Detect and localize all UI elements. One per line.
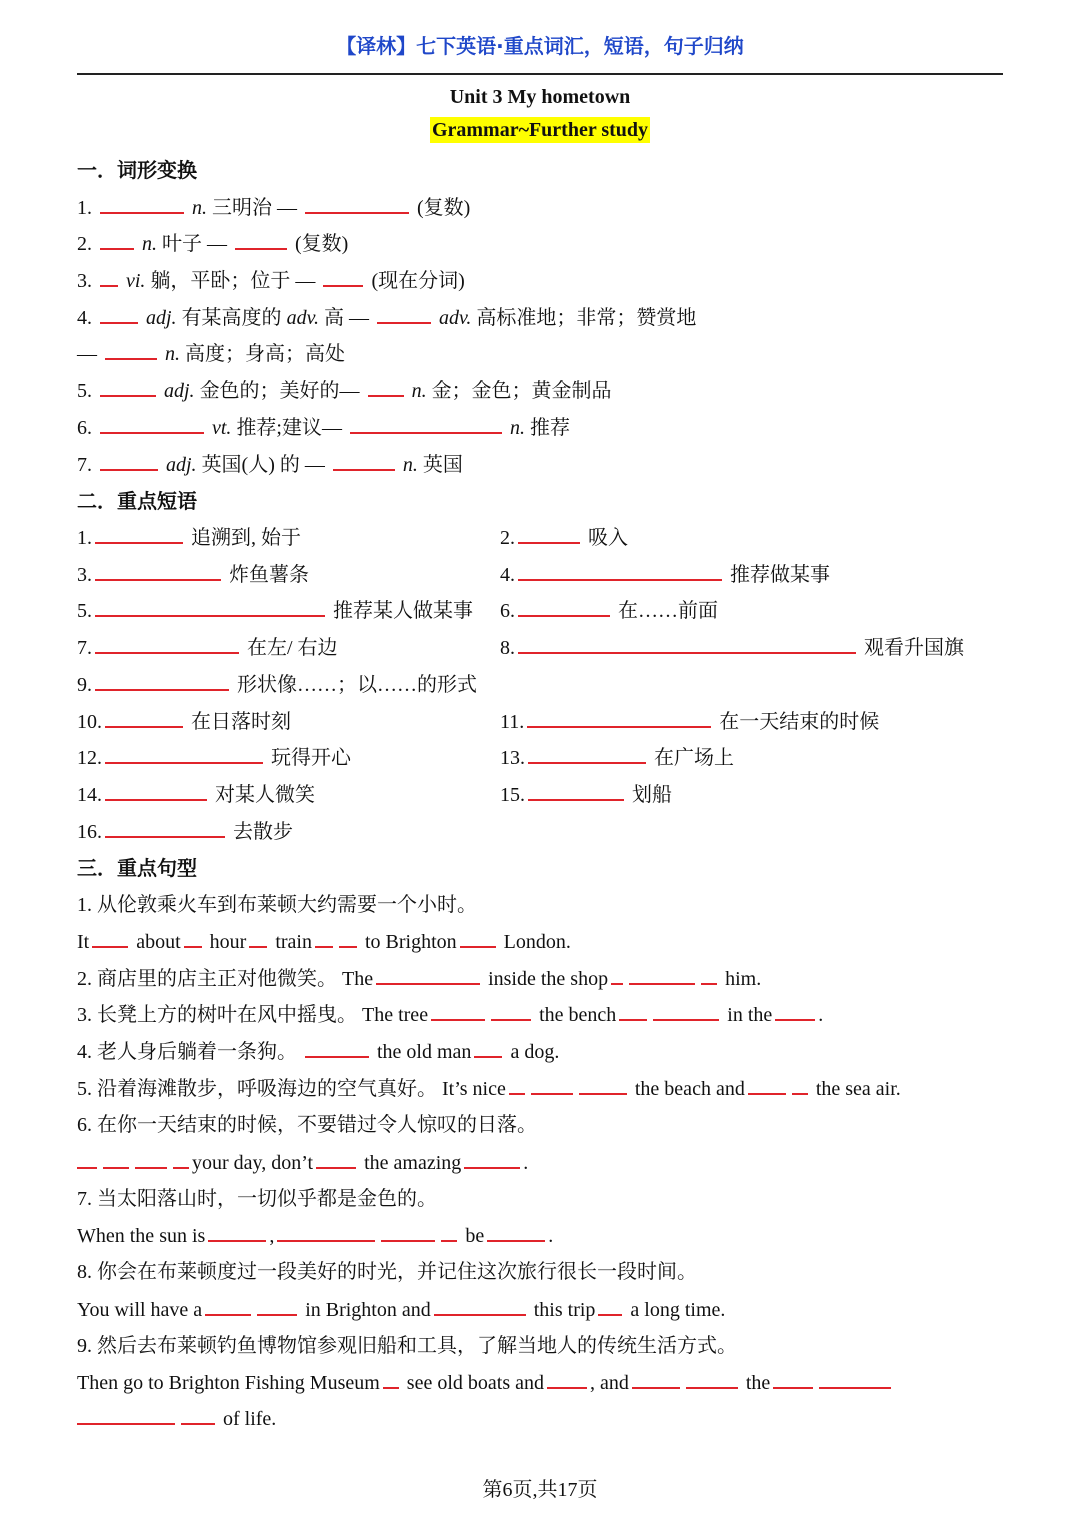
- sentence-en: [77, 928, 571, 956]
- word: train: [275, 931, 312, 953]
- item-number: 7.: [77, 454, 92, 476]
- header-divider: [77, 73, 1003, 75]
- answer-blank[interactable]: [350, 414, 502, 434]
- word: the beach and: [634, 1078, 745, 1100]
- definition: 在一天结束的时候: [719, 711, 880, 733]
- answer-blank[interactable]: [748, 1075, 786, 1095]
- answer-blank[interactable]: [77, 1149, 97, 1169]
- definition: 叶子 —: [162, 233, 227, 255]
- sentence-cn: 4. 老人身后躺着一条狗。: [77, 1041, 297, 1063]
- word: see old boats and: [406, 1372, 544, 1394]
- answer-blank[interactable]: [105, 708, 183, 728]
- vocab-item-7: [77, 451, 463, 479]
- part-of-speech: adj.: [146, 307, 177, 329]
- definition: 追溯到, 始于: [191, 527, 301, 549]
- phrase-item: [77, 597, 473, 625]
- answer-blank[interactable]: [773, 1369, 813, 1389]
- answer-blank[interactable]: [105, 340, 157, 360]
- phrase-item: [77, 634, 338, 662]
- subtitle-wrap: [0, 119, 1080, 142]
- answer-blank[interactable]: [701, 965, 717, 985]
- answer-blank[interactable]: [95, 561, 221, 581]
- definition: 在……前面: [618, 600, 718, 622]
- document-header: 【译林】七下英语·重点词汇，短语，句子归纳: [336, 34, 744, 58]
- answer-blank[interactable]: [377, 304, 431, 324]
- answer-blank[interactable]: [509, 1075, 525, 1095]
- phrase-item: [500, 781, 672, 809]
- definition: 对某人微笑: [215, 784, 315, 806]
- answer-blank[interactable]: [105, 818, 225, 838]
- hint: (复数): [417, 197, 471, 219]
- answer-blank[interactable]: [208, 1222, 266, 1242]
- phrase-item: [77, 524, 301, 552]
- item-number: 6.: [77, 417, 92, 439]
- word: It: [77, 931, 90, 953]
- section-title-sentences: 三．重点句型: [77, 856, 197, 880]
- answer-blank[interactable]: [518, 597, 610, 617]
- word: of life.: [223, 1408, 277, 1430]
- word: in Brighton and: [305, 1299, 431, 1321]
- word: about: [136, 931, 181, 953]
- sentence-en: [77, 1296, 725, 1324]
- section-title-phrases: 二．重点短语: [77, 489, 197, 513]
- answer-blank[interactable]: [184, 928, 202, 948]
- answer-blank[interactable]: [100, 230, 134, 250]
- part-of-speech: n.: [510, 417, 525, 439]
- item-number: 14.: [77, 784, 102, 806]
- dash: —: [77, 343, 97, 365]
- sentence-cn: 3. 长凳上方的树叶在风中摇曳。: [77, 1004, 357, 1026]
- answer-blank[interactable]: [257, 1296, 297, 1316]
- item-number: 1.: [77, 197, 92, 219]
- answer-blank[interactable]: [205, 1296, 251, 1316]
- part-of-speech: vi.: [126, 270, 146, 292]
- phrase-item: [77, 781, 315, 809]
- phrase-item: [500, 597, 718, 625]
- answer-blank[interactable]: [629, 965, 695, 985]
- word: hour: [209, 931, 247, 953]
- part-of-speech: n.: [402, 454, 418, 476]
- section-title-vocab: 一．词形变换: [77, 158, 197, 182]
- answer-blank[interactable]: [792, 1075, 808, 1095]
- part-of-speech: vt.: [212, 417, 232, 439]
- word: a long time.: [630, 1299, 726, 1321]
- sentence-cn: 9. 然后去布莱顿钓鱼博物馆参观旧船和工具，了解当地人的传统生活方式。: [77, 1335, 737, 1357]
- part-of-speech: adj.: [164, 380, 195, 402]
- item-number: 13.: [500, 747, 525, 769]
- answer-blank[interactable]: [105, 781, 207, 801]
- vocab-item-3: [77, 267, 465, 295]
- answer-blank[interactable]: [249, 928, 267, 948]
- sentence-cn: 6. 在你一天结束的时候，不要错过令人惊叹的日落。: [77, 1114, 537, 1136]
- vocab-item-4: [77, 304, 696, 332]
- definition: 躺，平卧；位于 —: [150, 270, 316, 292]
- item-number: 3.: [77, 564, 92, 586]
- answer-blank[interactable]: [181, 1405, 215, 1425]
- word: , and: [589, 1372, 629, 1394]
- hint: (复数): [295, 233, 349, 255]
- word: London.: [503, 931, 571, 953]
- item-number: 4.: [77, 307, 92, 329]
- item-number: 15.: [500, 784, 525, 806]
- sentence-en-continued: [77, 1405, 276, 1433]
- word: Then go to Brighton Fishing Museum: [77, 1372, 380, 1394]
- definition: 英国: [422, 454, 463, 476]
- answer-blank[interactable]: [100, 304, 138, 324]
- answer-blank[interactable]: [100, 414, 204, 434]
- answer-blank[interactable]: [619, 1001, 647, 1021]
- item-number: 6.: [500, 600, 515, 622]
- sentence-5: [77, 1075, 901, 1103]
- part-of-speech: adv.: [438, 307, 472, 329]
- definition: 在日落时刻: [191, 711, 291, 733]
- answer-blank[interactable]: [531, 1075, 573, 1095]
- answer-blank[interactable]: [518, 561, 722, 581]
- answer-blank[interactable]: [305, 1038, 369, 1058]
- answer-blank[interactable]: [95, 634, 239, 654]
- phrase-item: [77, 561, 309, 589]
- answer-blank[interactable]: [368, 377, 404, 397]
- hint: (现在分词): [371, 270, 465, 292]
- phrase-item: [77, 744, 351, 772]
- word: The: [342, 968, 374, 990]
- item-number: 8.: [500, 637, 515, 659]
- definition: 三明治 —: [212, 197, 297, 219]
- answer-blank[interactable]: [315, 928, 333, 948]
- answer-blank[interactable]: [333, 451, 395, 471]
- answer-blank[interactable]: [92, 928, 128, 948]
- definition: 高度；身高；高处: [185, 343, 345, 365]
- phrase-item: [77, 708, 291, 736]
- definition: 玩得开心: [271, 747, 351, 769]
- subtitle: Grammar~Further study: [431, 119, 649, 141]
- answer-blank[interactable]: [95, 597, 325, 617]
- item-number: 5.: [77, 600, 92, 622]
- item-number: 12.: [77, 747, 102, 769]
- definition: 推荐做某事: [730, 564, 830, 586]
- answer-blank[interactable]: [105, 744, 263, 764]
- sentence-cn: 2. 商店里的店主正对他微笑。: [77, 968, 337, 990]
- part-of-speech: adv.: [286, 307, 319, 329]
- phrase-item: [500, 744, 734, 772]
- word: ,: [269, 1225, 275, 1247]
- item-number: 2.: [500, 527, 515, 549]
- answer-blank[interactable]: [547, 1369, 587, 1389]
- word: .: [548, 1225, 554, 1247]
- answer-blank[interactable]: [135, 1149, 167, 1169]
- word: this trip: [533, 1299, 596, 1321]
- word: the old man: [377, 1041, 472, 1063]
- answer-blank[interactable]: [277, 1222, 375, 1242]
- item-number: 9.: [77, 674, 92, 696]
- sentence-cn: 5. 沿着海滩散步，呼吸海边的空气真好。: [77, 1078, 437, 1100]
- vocab-item-5: [77, 377, 612, 405]
- item-number: 7.: [77, 637, 92, 659]
- answer-blank[interactable]: [95, 524, 183, 544]
- phrase-item: [500, 708, 879, 736]
- answer-blank[interactable]: [77, 1405, 175, 1425]
- word: a dog.: [510, 1041, 560, 1063]
- definition: 推荐某人做某事: [333, 600, 473, 622]
- definition: 在左/ 右边: [247, 637, 338, 659]
- sentence-cn: 1. 从伦敦乘火车到布莱顿大约需要一个小时。: [77, 894, 477, 916]
- answer-blank[interactable]: [100, 194, 184, 214]
- word: in the: [727, 1004, 773, 1026]
- sentence-en: [77, 1369, 894, 1397]
- answer-blank[interactable]: [339, 928, 357, 948]
- vocab-item-6: [77, 414, 570, 442]
- part-of-speech: n.: [142, 233, 157, 255]
- sentence-2: [77, 965, 761, 993]
- definition: 高标准地；非常；赞赏地: [476, 307, 697, 329]
- word: your day, don’t: [192, 1152, 314, 1174]
- answer-blank[interactable]: [686, 1369, 738, 1389]
- answer-blank[interactable]: [527, 708, 711, 728]
- sentence-4: [77, 1038, 559, 1066]
- item-number: 5.: [77, 380, 92, 402]
- answer-blank[interactable]: [431, 1001, 485, 1021]
- part-of-speech: n.: [165, 343, 180, 365]
- answer-blank[interactable]: [518, 634, 856, 654]
- answer-blank[interactable]: [474, 1038, 502, 1058]
- sentence-3: [77, 1001, 823, 1029]
- unit-title: Unit 3 My hometown: [449, 86, 631, 108]
- word: the bench: [539, 1004, 617, 1026]
- word: .: [818, 1004, 824, 1026]
- answer-blank[interactable]: [235, 230, 287, 250]
- answer-blank[interactable]: [383, 1369, 399, 1389]
- word: You will have a: [77, 1299, 203, 1321]
- item-number: 16.: [77, 821, 102, 843]
- answer-blank[interactable]: [103, 1149, 129, 1169]
- definition: 划船: [632, 784, 672, 806]
- answer-blank[interactable]: [441, 1222, 457, 1242]
- item-number: 11.: [500, 711, 525, 733]
- answer-blank[interactable]: [434, 1296, 526, 1316]
- answer-blank[interactable]: [528, 781, 624, 801]
- vocab-item-4b: [77, 340, 345, 368]
- definition: 高 —: [323, 307, 369, 329]
- definition: 去散步: [233, 821, 293, 843]
- answer-blank[interactable]: [100, 267, 118, 287]
- answer-blank[interactable]: [100, 451, 158, 471]
- sentence-en: [77, 1149, 528, 1177]
- phrase-item: [500, 634, 964, 662]
- answer-blank[interactable]: [518, 524, 580, 544]
- answer-blank[interactable]: [381, 1222, 435, 1242]
- word: him.: [725, 968, 762, 990]
- definition: 英国(人) 的 —: [201, 454, 325, 476]
- vocab-item-1: [77, 194, 470, 222]
- answer-blank[interactable]: [775, 1001, 815, 1021]
- answer-blank[interactable]: [95, 671, 229, 691]
- answer-blank[interactable]: [100, 377, 156, 397]
- answer-blank[interactable]: [819, 1369, 891, 1389]
- phrase-item: [77, 818, 293, 846]
- item-number: 10.: [77, 711, 102, 733]
- definition: 吸入: [588, 527, 628, 549]
- phrase-item: [77, 671, 477, 699]
- word: .: [523, 1152, 529, 1174]
- answer-blank[interactable]: [305, 194, 409, 214]
- vocab-item-2: [77, 230, 348, 258]
- item-number: 3.: [77, 270, 92, 292]
- sentence-en: [77, 1222, 553, 1250]
- answer-blank[interactable]: [464, 1149, 520, 1169]
- definition: 有某高度的: [181, 307, 282, 329]
- answer-blank[interactable]: [323, 267, 363, 287]
- definition: 推荐: [530, 417, 570, 439]
- item-number: 4.: [500, 564, 515, 586]
- answer-blank[interactable]: [460, 928, 496, 948]
- item-number: 2.: [77, 233, 92, 255]
- word: When the sun is: [77, 1225, 206, 1247]
- answer-blank[interactable]: [579, 1075, 627, 1095]
- answer-blank[interactable]: [173, 1149, 189, 1169]
- word: to Brighton: [364, 931, 457, 953]
- word: It’s nice: [442, 1078, 506, 1100]
- answer-blank[interactable]: [487, 1222, 545, 1242]
- answer-blank[interactable]: [316, 1149, 356, 1169]
- word: the: [745, 1372, 771, 1394]
- sentence-cn: 7. 当太阳落山时，一切似乎都是金色的。: [77, 1188, 437, 1210]
- word: be: [465, 1225, 485, 1247]
- answer-blank[interactable]: [598, 1296, 622, 1316]
- answer-blank[interactable]: [528, 744, 646, 764]
- part-of-speech: adj.: [166, 454, 197, 476]
- item-number: 1.: [77, 527, 92, 549]
- answer-blank[interactable]: [632, 1369, 680, 1389]
- definition: 在广场上: [654, 747, 734, 769]
- definition: 形状像……；以……的形式: [237, 674, 477, 696]
- part-of-speech: n.: [192, 197, 207, 219]
- word: inside the shop: [488, 968, 609, 990]
- phrase-item: [500, 561, 830, 589]
- definition: 炸鱼薯条: [229, 564, 309, 586]
- word: The tree: [362, 1004, 429, 1026]
- part-of-speech: n.: [411, 380, 427, 402]
- definition: 观看升国旗: [864, 637, 964, 659]
- definition: 推荐;建议—: [236, 417, 342, 439]
- sentence-cn: 8. 你会在布莱顿度过一段美好的时光，并记住这次旅行很长一段时间。: [77, 1261, 697, 1283]
- page-number: 第6页,共17页: [482, 1479, 598, 1501]
- answer-blank[interactable]: [376, 965, 480, 985]
- word: the amazing: [364, 1152, 462, 1174]
- answer-blank[interactable]: [491, 1001, 531, 1021]
- word: the sea air.: [815, 1078, 901, 1100]
- phrase-item: [500, 524, 628, 552]
- answer-blank[interactable]: [611, 965, 623, 985]
- definition: 金色的；美好的—: [199, 380, 360, 402]
- definition: 金；金色；黄金制品: [431, 380, 612, 402]
- answer-blank[interactable]: [653, 1001, 719, 1021]
